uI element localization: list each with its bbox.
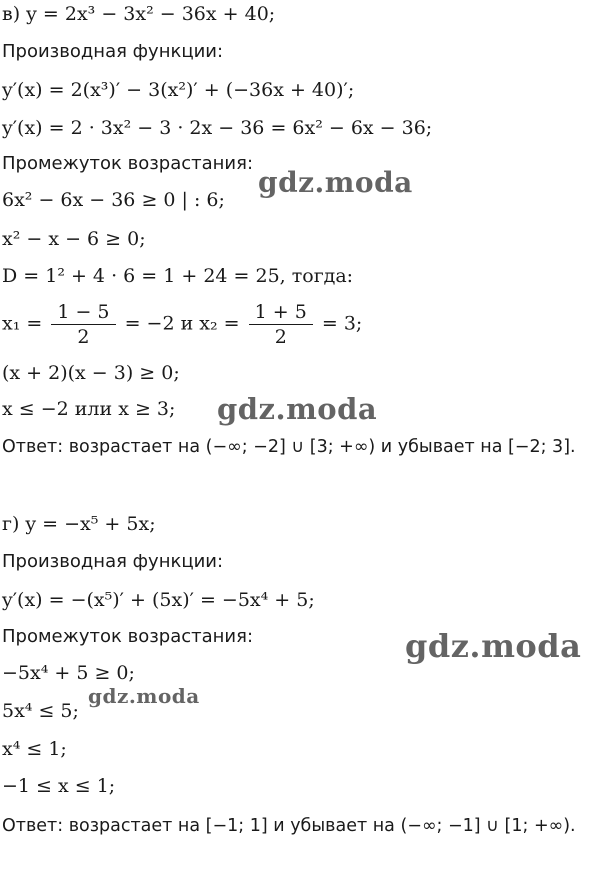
watermark-4: gdz.moda xyxy=(88,684,200,708)
problem-v-roots xyxy=(2,300,362,349)
problem-g-answer: Ответ: возрастает на [−1; 1] и убывает на (−∞; −1] ∪ [1; +∞). xyxy=(2,816,576,836)
problem-g-inequality-1: −5x⁴ + 5 ≥ 0; xyxy=(2,662,135,684)
problem-v-discriminant: D = 1² + 4 · 6 = 1 + 24 = 25, тогда: xyxy=(2,265,354,287)
problem-g-derivative-title: Производная функции: xyxy=(2,551,224,572)
watermark-1: gdz.moda xyxy=(258,166,413,199)
problem-v-derivative-line1: y′(x) = 2(x³)′ − 3(x²)′ + (−36x + 40)′; xyxy=(2,79,355,101)
problem-g-inequality-3: x⁴ ≤ 1; xyxy=(2,738,67,760)
problem-v-inequality-1: 6x² − 6x − 36 ≥ 0 | : 6; xyxy=(2,189,225,211)
problem-v-derivative-line2: y′(x) = 2 · 3x² − 3 · 2x − 36 = 6x² − 6x − 36; xyxy=(2,117,433,139)
problem-g-derivative-line1: y′(x) = −(x⁵)′ + (5x)′ = −5x⁴ + 5; xyxy=(2,589,315,611)
problem-v-solution: x ≤ −2 или x ≥ 3; xyxy=(2,398,176,420)
problem-v-factored: (x + 2)(x − 3) ≥ 0; xyxy=(2,362,180,384)
problem-g-header: г) y = −x⁵ + 5x; xyxy=(2,513,156,535)
watermark-2: gdz.moda xyxy=(217,392,378,426)
problem-v-header: в) y = 2x³ − 3x² − 36x + 40; xyxy=(2,3,276,25)
problem-g-inequality-2: 5x⁴ ≤ 5; xyxy=(2,700,79,722)
root2-suffix: = 3; xyxy=(321,312,363,335)
root1-mid: = −2 и x₂ = xyxy=(124,312,240,335)
problem-v-answer: Ответ: возрастает на (−∞; −2] ∪ [3; +∞) и убывает на [−2; 3]. xyxy=(2,437,576,457)
root1-denominator: 2 xyxy=(77,326,90,348)
watermark-3: gdz.moda xyxy=(405,627,582,665)
root2-numerator: 1 + 5 xyxy=(249,300,313,325)
root2-denominator: 2 xyxy=(274,326,287,348)
problem-v-interval-title: Промежуток возрастания: xyxy=(2,153,254,174)
root2-fraction xyxy=(249,300,313,349)
root1-prefix: x₁ = xyxy=(2,312,43,335)
root1-numerator: 1 − 5 xyxy=(51,300,115,325)
root1-fraction xyxy=(51,300,115,349)
problem-g-inequality-4: −1 ≤ x ≤ 1; xyxy=(2,775,116,797)
problem-g-interval-title: Промежуток возрастания: xyxy=(2,626,254,647)
problem-v-inequality-2: x² − x − 6 ≥ 0; xyxy=(2,228,146,250)
problem-v-derivative-title: Производная функции: xyxy=(2,41,224,62)
